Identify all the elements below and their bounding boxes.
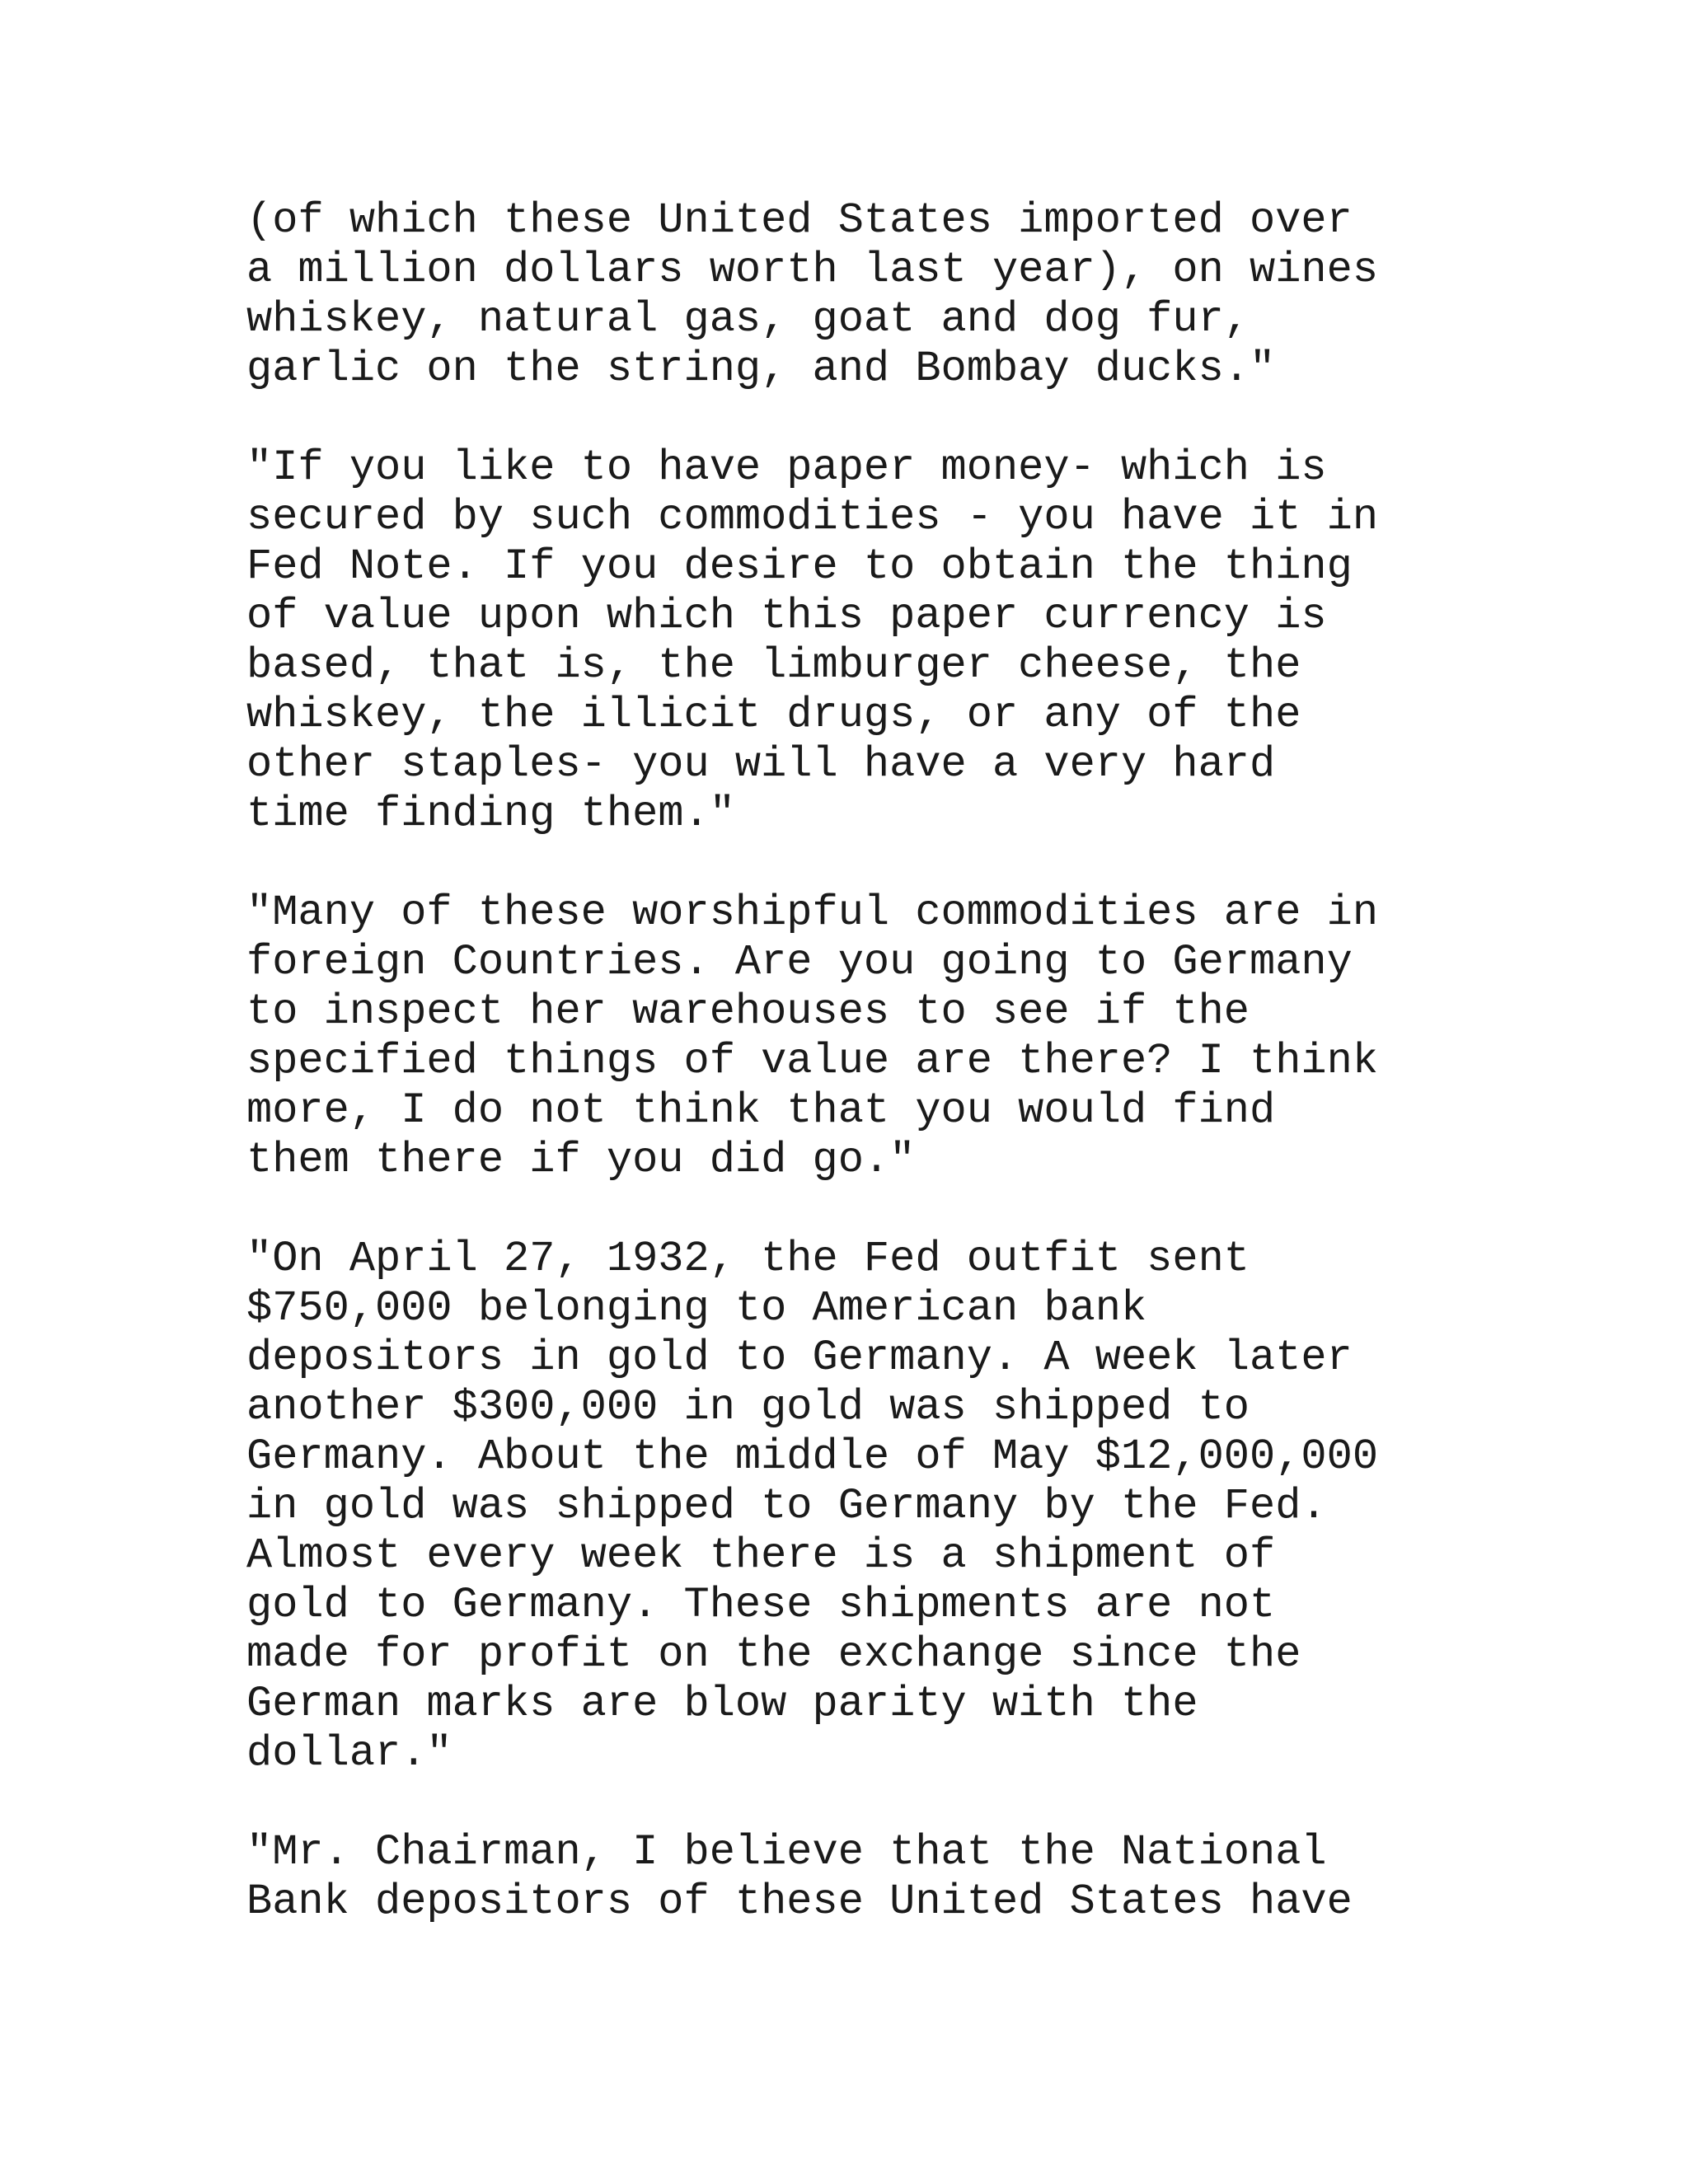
paragraph-5	[246, 1828, 1664, 1927]
text-line: garlic on the string, and Bombay ducks."	[246, 344, 1276, 393]
text-line: of value upon which this paper currency is	[246, 592, 1327, 640]
text-line: depositors in gold to Germany. A week later	[246, 1333, 1353, 1382]
text-line: (of which these United States imported over	[246, 196, 1353, 245]
text-line: "Mr. Chairman, I believe that the National	[246, 1828, 1327, 1877]
text-line: foreign Countries. Are you going to Germany	[246, 938, 1353, 987]
paragraph-1	[246, 196, 1664, 394]
text-line: a million dollars worth last year), on wines	[246, 246, 1379, 294]
text-line: specified things of value are there? I think	[246, 1037, 1379, 1085]
text-line: them there if you did go."	[246, 1136, 916, 1184]
text-line: other staples- you will have a very hard	[246, 740, 1276, 789]
text-line: in gold was shipped to Germany by the Fed.	[246, 1482, 1327, 1530]
text-line: more, I do not think that you would find	[246, 1086, 1276, 1135]
text-line: time finding them."	[246, 790, 735, 838]
text-line: based, that is, the limburger cheese, the	[246, 641, 1301, 690]
text-line: "If you like to have paper money- which is	[246, 443, 1327, 492]
paragraph-3	[246, 888, 1664, 1185]
text-line: Bank depositors of these United States have	[246, 1877, 1353, 1926]
text-line: to inspect her warehouses to see if the	[246, 987, 1250, 1036]
text-line: whiskey, the illicit drugs, or any of the	[246, 691, 1301, 739]
text-line: gold to Germany. These shipments are not	[246, 1581, 1276, 1629]
text-line: German marks are blow parity with the	[246, 1680, 1198, 1728]
text-line: dollar."	[246, 1729, 452, 1778]
text-line: secured by such commodities - you have it in	[246, 493, 1379, 541]
text-line: Fed Note. If you desire to obtain the thing	[246, 542, 1353, 591]
text-line: made for profit on the exchange since the	[246, 1630, 1301, 1679]
text-line: $750,000 belonging to American bank	[246, 1284, 1147, 1333]
text-line: whiskey, natural gas, goat and dog fur,	[246, 295, 1250, 344]
text-line: Almost every week there is a shipment of	[246, 1531, 1276, 1580]
paragraph-2	[246, 443, 1664, 839]
text-line: "On April 27, 1932, the Fed outfit sent	[246, 1235, 1250, 1283]
paragraph-4	[246, 1235, 1664, 1779]
text-line: another $300,000 in gold was shipped to	[246, 1383, 1250, 1432]
body-text	[246, 196, 1664, 1976]
text-line: Germany. About the middle of May $12,000,000	[246, 1432, 1379, 1481]
text-line: "Many of these worshipful commodities are in	[246, 888, 1379, 937]
